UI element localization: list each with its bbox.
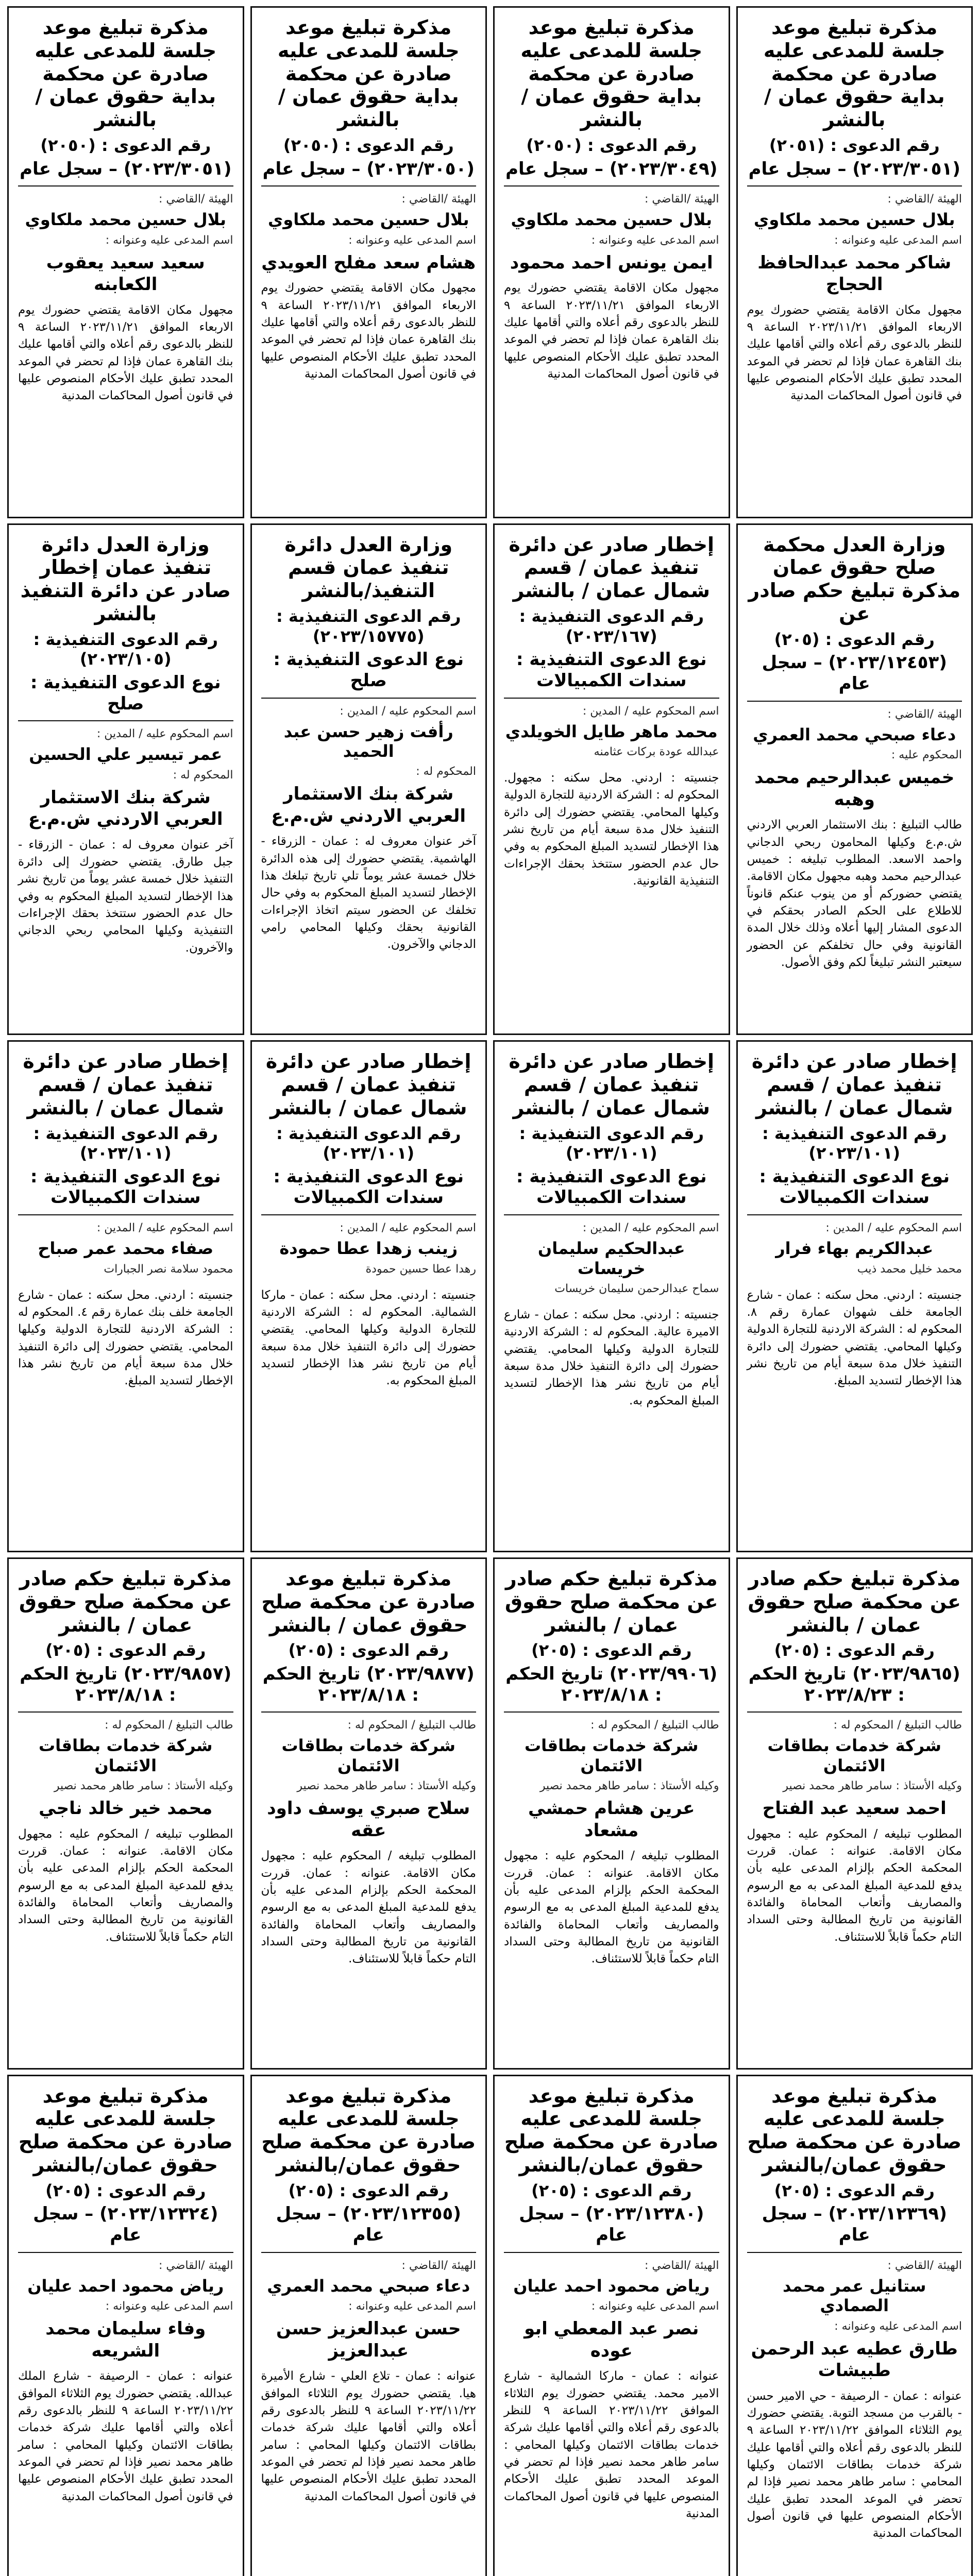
defendant-name: وفاء سليمان محمد الشريعه bbox=[45, 2318, 206, 2361]
defendant-label: اسم المدعى عليه وعنوانه : bbox=[348, 233, 476, 247]
case-number: نوع الدعوى التنفيذية : سندات الكمبيالات bbox=[30, 1166, 221, 1208]
divider bbox=[747, 1711, 962, 1713]
case-number-label: رقم الدعوى : (٢٠٥) bbox=[45, 2180, 206, 2200]
divider bbox=[261, 698, 477, 699]
divider bbox=[504, 698, 719, 699]
case-number: (٢٠٢٣/١٢٤٥٣) – سجل عام bbox=[762, 652, 947, 694]
judge-label: اسم المحكوم عليه / المدين : bbox=[340, 704, 476, 718]
divider bbox=[261, 1214, 477, 1215]
judge-label: اسم المحكوم عليه / المدين : bbox=[96, 1222, 233, 1235]
case-number-label: رقم الدعوى : (٢٠٥) bbox=[531, 1640, 692, 1660]
case-number-label: رقم الدعوى التنفيذية : (٢٠٢٣/١٠٥) bbox=[33, 629, 218, 669]
notice-title: وزارة العدل دائرة تنفيذ عمان قسم التنفيذ/بالنشر bbox=[284, 533, 453, 602]
judge-name: بلال حسين محمد ملكاوي bbox=[267, 210, 469, 230]
legal-notice bbox=[736, 2075, 973, 2576]
case-number: (٢٠٢٣/٣٠٤٩) – سجل عام bbox=[505, 158, 718, 179]
case-number: (٢٠٢٣/١٢٣٢٤) – سجل عام bbox=[33, 2204, 218, 2246]
defendant-name: احمد سعيد عبد الفتاح bbox=[762, 1798, 947, 1819]
judge-name: شركة خدمات بطاقات الائتمان bbox=[281, 1736, 456, 1775]
notice-body: مجهول مكان الاقامة يقتضي حضورك يوم الاربعاء الموافق ٢٠٢٣/١١/٢١ الساعة ٩ للنظر بالدعوى رقم أعلاه والتي أقامها عليك بنك القاهرة عمان فإذا لم تحضر في الموعد المحدد تطبق عليك الأحكام المنصوص عليها في قانون أصول المحاكمات المدنية bbox=[261, 281, 476, 381]
legal-notice bbox=[7, 1557, 244, 2070]
divider bbox=[504, 1711, 719, 1713]
case-number-label: رقم الدعوى : (٢٠٥) bbox=[288, 1640, 449, 1660]
judge-label: الهيئة /القاضي : bbox=[158, 2259, 233, 2272]
legal-notice bbox=[7, 1040, 244, 1552]
notice-body: عنوانه : عمان - الرصيفة - حي الامير حسن - بالقرب من مسجد التوبة. يقتضي حضورك يوم الثلاثاء الموافق ٢٠٢٣/١١/٢٢ الساعة ٩ للنظر بالدعوى رقم أعلاه والتي أقامها عليك شركة خدمات بطاقات الائتمان وكيلها المحامي : سامر طاهر محمد نصير فإذا لم تحضر في الموعد المحدد تطبق عليك الأحكام المنصوص عليها في قانون أصول المحاكمات المدنية bbox=[747, 2389, 962, 2540]
defendant-name: عرين هشام حمشي مشعاد bbox=[528, 1798, 695, 1841]
judge-label: اسم المحكوم عليه / المدين : bbox=[582, 1222, 719, 1235]
case-number: (٢٠٢٣/١٢٣٨٠) – سجل عام bbox=[519, 2204, 704, 2246]
judge-label: طالب التبليغ / المحكوم له : bbox=[590, 1719, 719, 1732]
case-number-label: رقم الدعوى التنفيذية : (٢٠٢٣/١٠١) bbox=[519, 1123, 704, 1163]
notice-title: إخطار صادر عن دائرة تنفيذ عمان / قسم شمال عمان / بالنشر bbox=[265, 1050, 471, 1119]
judge-name: بلال حسين محمد ملكاوي bbox=[511, 210, 712, 230]
case-number: (٢٠٢٣/٩٨٥٧) تاريخ الحكم : ٢٠٢٣/٨/١٨ bbox=[20, 1663, 232, 1705]
judge-name: رياض محمود احمد عليان bbox=[27, 2276, 224, 2296]
notice-title: مذكرة تبليغ موعد جلسة للمدعى عليه صادرة عن محكمة بداية حقوق عمان /بالنشر bbox=[520, 16, 703, 131]
judge-label: الهيئة /القاضي : bbox=[887, 2259, 962, 2272]
defendant-name: خميس عبدالرحيم محمد وهبه bbox=[754, 767, 955, 810]
defendant-label: المحكوم عليه : bbox=[891, 749, 962, 762]
notice-body: جنسيته : اردني. محل سكنه : عمان - ماركا الشمالية. المحكوم له : الشركة الاردنية للتجارة الدولية وكيلها المحامي. يقتضي حضورك إلى دائرة التنفيذ خلال مدة سبعة أيام من تاريخ نشر هذا الإخطار لتسديد المبلغ المحكوم به. bbox=[261, 1288, 476, 1388]
case-number: (٢٠٢٣/٣٠٥١) – سجل عام bbox=[748, 158, 960, 179]
judge-name: رأفت زهير حسن عبد الحميد bbox=[283, 721, 453, 761]
judge-name: بلال حسين محمد ملكاوي bbox=[25, 210, 226, 230]
notice-title: مذكرة تبليغ موعد صادرة عن محكمة صلح حقوق عمان / بالنشر bbox=[261, 1567, 476, 1636]
case-number-label: رقم الدعوى : (٢٠٥٠) bbox=[283, 135, 454, 156]
case-number: (٢٠٢٣/١٢٣٥٥) – سجل عام bbox=[276, 2204, 461, 2246]
defendant-name: طارق عطيه عبد الرحمن طبيشات bbox=[751, 2338, 958, 2381]
legal-notice bbox=[250, 523, 487, 1036]
judge-label: طالب التبليغ / المحكوم له : bbox=[347, 1719, 476, 1732]
defendant-name: شركة بنك الاستثمار العربي الاردني ش.م.ع bbox=[28, 787, 223, 830]
notice-body: جنسيته : اردني. محل سكنه : مجهول. المحكوم له : الشركة الاردنية للتجارة الدولية وكيلها المحامي. يقتضي حضورك إلى دائرة التنفيذ خلال مدة سبعة أيام من تاريخ نشر هذا الإخطار لتسديد المبلغ المحكوم به وفي حال عدم الحضور ستتخذ بحقك الإجراءات التنفيذية القانونية. bbox=[504, 771, 719, 888]
judge-label: الهيئة /القاضي : bbox=[887, 193, 962, 206]
legal-notice bbox=[736, 1040, 973, 1552]
judge-name: شركة خدمات بطاقات الائتمان bbox=[524, 1736, 699, 1775]
defendant-label: المحكوم له : bbox=[173, 768, 233, 782]
notice-body: مجهول مكان الاقامة يقتضي حضورك يوم الاربعاء الموافق ٢٠٢٣/١١/٢١ الساعة ٩ للنظر بالدعوى رقم أعلاه والتي أقامها عليك بنك القاهرة عمان فإذا لم تحضر في الموعد المحدد تطبق عليك الأحكام المنصوص عليها في قانون أصول المحاكمات المدنية bbox=[747, 303, 962, 403]
judge-label: الهيئة /القاضي : bbox=[887, 707, 962, 721]
notice-body: جنسيته : اردني. محل سكنه : عمان - شارع الجامعة خلف شهوان عمارة رقم ٨. المحكوم له : الشركة الاردنية للتجارة الدولية وكيلها المحامي. يقتضي حضورك إلى دائرة التنفيذ خلال مدة سبعة أيام من تاريخ نشر هذا الإخطار لتسديد المبلغ. bbox=[747, 1288, 962, 1388]
case-number-label: رقم الدعوى : (٢٠٥٠) bbox=[526, 135, 697, 156]
defendant-label: اسم المدعى عليه وعنوانه : bbox=[105, 2300, 233, 2313]
divider bbox=[504, 2252, 719, 2253]
judge-label: اسم المحكوم عليه / المدين : bbox=[340, 1222, 476, 1235]
notice-title: وزارة العدل دائرة تنفيذ عمان إخطار صادر عن دائرة التنفيذ بالنشر bbox=[20, 533, 231, 625]
case-number-label: رقم الدعوى التنفيذية : (٢٠٢٣/١٥٧٧٥) bbox=[276, 606, 461, 646]
case-number-label: رقم الدعوى : (٢٠٥١) bbox=[769, 135, 940, 156]
legal-notice bbox=[7, 523, 244, 1036]
judge-label: الهيئة /القاضي : bbox=[401, 193, 476, 206]
divider bbox=[18, 1711, 233, 1713]
legal-notice bbox=[250, 2075, 487, 2576]
legal-notice bbox=[493, 1557, 730, 2070]
judge-name: زينب زهدا عطا حمودة bbox=[279, 1239, 458, 1259]
case-number: نوع الدعوى التنفيذية : سندات الكمبيالات bbox=[516, 649, 707, 691]
judge-name: محمد ماهر طايل الخويلدي bbox=[505, 721, 718, 741]
case-number-label: رقم الدعوى التنفيذية : (٢٠٢٣/١٦٧) bbox=[519, 606, 704, 646]
legal-notice bbox=[250, 1557, 487, 2070]
notice-title: مذكرة تبليغ موعد جلسة للمدعى عليه صادرة عن محكمة بداية حقوق عمان /بالنشر bbox=[763, 16, 945, 131]
legal-notice bbox=[736, 523, 973, 1036]
case-number-label: رقم الدعوى : (٢٠٥) bbox=[531, 2180, 692, 2200]
defendant-name: محمد خير خالد ناجي bbox=[39, 1798, 213, 1819]
case-number: (٢٠٢٣/٣٠٥٠) – سجل عام bbox=[262, 158, 475, 179]
legal-notice bbox=[250, 1040, 487, 1552]
divider bbox=[261, 1711, 477, 1713]
judge-label: الهيئة /القاضي : bbox=[158, 193, 233, 206]
defendant-label: وكيله الأستاذ : سامر طاهر محمد نصير bbox=[783, 1780, 962, 1793]
divider bbox=[18, 185, 233, 187]
case-number: (٢٠٢٣/٩٩٠٦) تاريخ الحكم : ٢٠٢٣/٨/١٨ bbox=[505, 1663, 718, 1705]
judge-name: رياض محمود احمد عليان bbox=[513, 2276, 710, 2296]
defendant-label: رهدا عطا حسين حمودة bbox=[365, 1262, 476, 1276]
case-number-label: رقم الدعوى : (٢٠٥٠) bbox=[40, 135, 211, 156]
notice-body: عنوانه : عمان - ماركا الشمالية - شارع الامير محمد. يقتضي حضورك يوم الثلاثاء الموافق ٢٠٢٣/١١/٢٢ الساعة ٩ للنظر بالدعوى رقم أعلاه والتي أقامها عليك شركة خدمات بطاقات الائتمان وكيلها المحامي : سامر طاهر محمد نصير فإذا لم تحضر في الموعد المحدد تطبق عليك الأحكام المنصوص عليها في قانون أصول المحاكمات المدنية bbox=[504, 2369, 719, 2521]
case-number: نوع الدعوى التنفيذية : صلح bbox=[30, 672, 221, 714]
divider bbox=[18, 1214, 233, 1215]
judge-name: عبدالكريم بهاء فرار bbox=[775, 1239, 934, 1259]
judge-name: بلال حسين محمد ملكاوي bbox=[753, 210, 955, 230]
judge-label: الهيئة /القاضي : bbox=[401, 2259, 476, 2272]
notice-title: مذكرة تبليغ حكم صادر عن محكمة صلح حقوق عمان / بالنشر bbox=[19, 1567, 232, 1636]
case-number-label: رقم الدعوى : (٢٠٥) bbox=[774, 2180, 935, 2200]
case-number-label: رقم الدعوى التنفيذية : (٢٠٢٣/١٠١) bbox=[33, 1123, 218, 1163]
notice-title: إخطار صادر عن دائرة تنفيذ عمان / قسم شمال عمان / بالنشر bbox=[509, 1050, 715, 1119]
notice-body: آخر عنوان معروف له : عمان - الزرقاء - الهاشمية. يقتضي حضورك إلى هذه الدائرة خلال خمسة عشر يوماً تلي تاريخ تبلغك هذا الإخطار لتسديد المبلغ المحكوم به وفي حال تخلفك عن الحضور سيتم اتخاذ الإجراءات القانونية بحقك وكيلها المحامي رامي الدجاني والآخرون. bbox=[261, 835, 476, 952]
defendant-name: سعيد سعيد يعقوب الكعابنه bbox=[46, 252, 205, 295]
defendant-label: اسم المدعى عليه وعنوانه : bbox=[834, 2319, 962, 2333]
case-number-label: رقم الدعوى : (٢٠٥) bbox=[45, 1640, 206, 1660]
divider bbox=[504, 1214, 719, 1215]
judge-label: الهيئة /القاضي : bbox=[644, 2259, 719, 2272]
case-number: (٢٠٢٣/٩٨٦٥) تاريخ الحكم : ٢٠٢٣/٨/٢٣ bbox=[748, 1663, 960, 1705]
notice-body: مجهول مكان الاقامة يقتضي حضورك يوم الاربعاء الموافق ٢٠٢٣/١١/٢١ الساعة ٩ للنظر بالدعوى رقم أعلاه والتي أقامها عليك بنك القاهرة عمان فإذا لم تحضر في الموعد المحدد تطبق عليك الأحكام المنصوص عليها في قانون أصول المحاكمات المدنية bbox=[18, 303, 233, 403]
case-number-label: رقم الدعوى التنفيذية : (٢٠٢٣/١٠١) bbox=[276, 1123, 461, 1163]
defendant-label: وكيله الأستاذ : سامر طاهر محمد نصير bbox=[54, 1780, 233, 1793]
judge-name: عمر تيسير علي الحسين bbox=[29, 744, 223, 765]
notice-body: عنوانه : عمان - الرصيفة - شارع الملك عبدالله. يقتضي حضورك يوم الثلاثاء الموافق ٢٠٢٣/١١/٢٢ الساعة ٩ للنظر بالدعوى رقم أعلاه والتي أقامها عليك شركة خدمات بطاقات الائتمان وكيلها المحامي : سامر طاهر محمد نصير فإذا لم تحضر في الموعد المحدد تطبق عليك الأحكام المنصوص عليها في قانون أصول المحاكمات المدنية bbox=[18, 2369, 233, 2503]
notice-body: المطلوب تبليغه / المحكوم عليه : مجهول مكان الاقامة. عنوانه : عمان. قررت المحكمة الحكم بإلزام المدعى عليه بأن يدفع للمدعية المبلغ المدعى به مع الرسوم والمصاريف وأتعاب المحاماة والفائدة القانونية من تاريخ المطالبة وحتى السداد التام حكماً قابلاً للاستئناف. bbox=[261, 1849, 476, 1966]
case-number-label: رقم الدعوى : (٢٠٥) bbox=[774, 629, 935, 649]
defendant-label: محمود سلامة نصر الجبارات bbox=[104, 1262, 233, 1276]
defendant-name: حسن عبدالعزيز حسن عبدالعزيز bbox=[276, 2318, 461, 2361]
case-number-label: رقم الدعوى التنفيذية : (٢٠٢٣/١٠١) bbox=[762, 1123, 947, 1163]
defendant-name: شاكر محمد عبدالحافظ الحجاج bbox=[757, 252, 952, 295]
case-number: نوع الدعوى التنفيذية : سندات الكمبيالات bbox=[273, 1166, 464, 1208]
defendant-name: نصر عبد المعطي ابو عوده bbox=[524, 2318, 699, 2361]
defendant-label: اسم المدعى عليه وعنوانه : bbox=[348, 2300, 476, 2313]
case-number: نوع الدعوى التنفيذية : سندات الكمبيالات bbox=[516, 1166, 707, 1208]
divider bbox=[18, 2252, 233, 2253]
case-number-label: رقم الدعوى : (٢٠٥) bbox=[288, 2180, 449, 2200]
defendant-label: محمد خليل محمد ذيب bbox=[857, 1262, 962, 1276]
divider bbox=[747, 701, 962, 702]
notice-title: مذكرة تبليغ موعد جلسة للمدعى عليه صادرة عن محكمة بداية حقوق عمان /بالنشر bbox=[277, 16, 460, 131]
judge-name: شركة خدمات بطاقات الائتمان bbox=[38, 1736, 213, 1775]
notice-title: إخطار صادر عن دائرة تنفيذ عمان / قسم شمال عمان / بالنشر bbox=[751, 1050, 957, 1119]
case-number: نوع الدعوى التنفيذية : سندات الكمبيالات bbox=[759, 1166, 950, 1208]
notice-title: إخطار صادر عن دائرة تنفيذ عمان / قسم شمال عمان / بالنشر bbox=[509, 533, 715, 602]
defendant-label: اسم المدعى عليه وعنوانه : bbox=[591, 233, 719, 247]
notice-body: المطلوب تبليغه / المحكوم عليه : مجهول مكان الاقامة. عنوانه : عمان. قررت المحكمة الحكم بإلزام المدعى عليه بأن يدفع للمدعية المبلغ المدعى به مع الرسوم والمصاريف وأتعاب المحاماة والفائدة القانونية من تاريخ المطالبة وحتى السداد التام حكماً قابلاً للاستئناف. bbox=[747, 1827, 962, 1944]
judge-name: عبدالحكيم سليمان خريسات bbox=[537, 1239, 685, 1278]
defendant-label: اسم المدعى عليه وعنوانه : bbox=[105, 233, 233, 247]
case-number: (٢٠٢٣/٣٠٥١) – سجل عام bbox=[20, 158, 232, 179]
judge-label: اسم المحكوم عليه / المدين : bbox=[825, 1222, 962, 1235]
divider bbox=[747, 1214, 962, 1215]
defendant-name: سلاح صبري يوسف داود عقه bbox=[267, 1798, 470, 1841]
defendant-label: المحكوم له : bbox=[416, 765, 476, 778]
notice-title: مذكرة تبليغ حكم صادر عن محكمة صلح حقوق عمان / بالنشر bbox=[748, 1567, 961, 1636]
judge-name: ستانيل عمر محمد الصمادي bbox=[783, 2276, 926, 2316]
defendant-label: اسم المدعى عليه وعنوانه : bbox=[834, 233, 962, 247]
notice-body: مجهول مكان الاقامة يقتضي حضورك يوم الاربعاء الموافق ٢٠٢٣/١١/٢١ الساعة ٩ للنظر بالدعوى رقم أعلاه والتي أقامها عليك بنك القاهرة عمان فإذا لم تحضر في الموعد المحدد تطبق عليك الأحكام المنصوص عليها في قانون أصول المحاكمات المدنية bbox=[504, 281, 719, 381]
defendant-label: سماح عبدالرحمن سليمان خريسات bbox=[554, 1282, 719, 1295]
judge-label: طالب التبليغ / المحكوم له : bbox=[833, 1719, 962, 1732]
legal-notice bbox=[493, 2075, 730, 2576]
notices-grid bbox=[7, 6, 973, 2576]
judge-name: شركة خدمات بطاقات الائتمان bbox=[767, 1736, 942, 1775]
notice-title: مذكرة تبليغ موعد جلسة للمدعى عليه صادرة عن محكمة صلح حقوق عمان/بالنشر bbox=[504, 2084, 719, 2177]
notice-body: طالب التبليغ : بنك الاستثمار العربي الاردني ش.م.ع وكيلها المحامون ربحي الدجاني واحمد الاسعد. المطلوب تبليغه : خميس عبدالرحيم محمد وهبه مجهول مكان الاقامة. يقتضي حضوركم أو من ينوب عنكم قانوناً للاطلاع على الحكم الصادر بحقكم في الدعوى المشار إليها أعلاه وذلك خلال المدة القانونية وفي حال تخلفكم عن الحضور سيعتبر النشر تبليغاً لكم وفق الأصول. bbox=[747, 818, 962, 970]
judge-name: صفاء محمد عمر صباح bbox=[38, 1239, 214, 1259]
defendant-name: هشام سعد مفلح العويدي bbox=[261, 252, 476, 273]
notice-title: مذكرة تبليغ موعد جلسة للمدعى عليه صادرة عن محكمة بداية حقوق عمان /بالنشر bbox=[35, 16, 217, 131]
notice-title: مذكرة تبليغ موعد جلسة للمدعى عليه صادرة عن محكمة صلح حقوق عمان/بالنشر bbox=[261, 2084, 476, 2177]
legal-notice bbox=[7, 6, 244, 518]
divider bbox=[18, 720, 233, 721]
legal-notice bbox=[250, 6, 487, 518]
defendant-name: ايمن يونس احمد محمود bbox=[510, 252, 713, 273]
case-number: (٢٠٢٣/٩٨٧٧) تاريخ الحكم : ٢٠٢٣/٨/١٨ bbox=[262, 1663, 475, 1705]
divider bbox=[504, 185, 719, 187]
judge-name: دعاء صبحي محمد العمري bbox=[753, 724, 956, 744]
case-number-label: رقم الدعوى : (٢٠٥) bbox=[774, 1640, 935, 1660]
notice-title: إخطار صادر عن دائرة تنفيذ عمان / قسم شمال عمان / بالنشر bbox=[23, 1050, 229, 1119]
notice-title: مذكرة تبليغ موعد جلسة للمدعى عليه صادرة عن محكمة صلح حقوق عمان/بالنشر bbox=[747, 2084, 962, 2177]
legal-notice bbox=[493, 6, 730, 518]
defendant-label: وكيله الأستاذ : سامر طاهر محمد نصير bbox=[539, 1780, 719, 1793]
case-number: (٢٠٢٣/١٢٣٦٩) – سجل عام bbox=[762, 2204, 947, 2246]
judge-label: اسم المحكوم عليه / المدين : bbox=[582, 704, 719, 718]
notice-title: مذكرة تبليغ موعد جلسة للمدعى عليه صادرة عن محكمة صلح حقوق عمان/بالنشر bbox=[18, 2084, 233, 2177]
notice-body: المطلوب تبليغه / المحكوم عليه : مجهول مكان الاقامة. عنوانه : عمان. قررت المحكمة الحكم بإلزام المدعى عليه بأن يدفع للمدعية المبلغ المدعى به مع الرسوم والمصاريف وأتعاب المحاماة والفائدة القانونية من تاريخ المطالبة وحتى السداد التام حكماً قابلاً للاستئناف. bbox=[504, 1849, 719, 1966]
notice-body: جنسيته : اردني. محل سكنه : عمان - شارع الجامعة خلف بنك عمارة رقم ٤. المحكوم له : الشركة الاردنية للتجارة الدولية وكيلها المحامي. يقتضي حضورك إلى دائرة التنفيذ خلال مدة سبعة أيام من تاريخ نشر هذا الإخطار لتسديد المبلغ. bbox=[18, 1288, 233, 1388]
divider bbox=[261, 185, 477, 187]
legal-notice bbox=[7, 2075, 244, 2576]
notice-body: آخر عنوان معروف له : عمان - الزرقاء - جبل طارق. يقتضي حضورك إلى دائرة التنفيذ خلال خمسة عشر يوماً من تاريخ نشر هذا الإخطار لتسديد المبلغ المحكوم به وفي حال عدم الحضور ستتخذ بحقك الإجراءات التنفيذية وكيلها المحامي ربحي الدجاني والآخرون. bbox=[18, 838, 233, 955]
defendant-label: اسم المدعى عليه وعنوانه : bbox=[591, 2300, 719, 2313]
notice-body: عنوانه : عمان - تلاع العلي - شارع الأميرة هيا. يقتضي حضورك يوم الثلاثاء الموافق ٢٠٢٣/١١/٢٢ الساعة ٩ للنظر بالدعوى رقم أعلاه والتي أقامها عليك شركة خدمات بطاقات الائتمان وكيلها المحامي : سامر طاهر محمد نصير فإذا لم تحضر في الموعد المحدد تطبق عليك الأحكام المنصوص عليها في قانون أصول المحاكمات المدنية bbox=[261, 2369, 476, 2503]
judge-label: الهيئة /القاضي : bbox=[644, 193, 719, 206]
defendant-name: شركة بنك الاستثمار العربي الاردني ش.م.ع bbox=[271, 784, 466, 826]
judge-name: دعاء صبحي محمد العمري bbox=[267, 2276, 470, 2296]
judge-label: طالب التبليغ / المحكوم له : bbox=[105, 1719, 233, 1732]
notice-body: جنسيته : اردني. محل سكنه : عمان - شارع الاميرة عالية. المحكوم له : الشركة الاردنية للتجارة الدولية وكيلها المحامي. يقتضي حضورك إلى دائرة التنفيذ خلال مدة سبعة أيام من تاريخ نشر هذا الإخطار لتسديد المبلغ المحكوم به. bbox=[504, 1308, 719, 1408]
judge-label: اسم المحكوم عليه / المدين : bbox=[96, 727, 233, 741]
case-number: نوع الدعوى التنفيذية : صلح bbox=[273, 649, 464, 691]
divider bbox=[747, 2252, 962, 2253]
divider bbox=[261, 2252, 477, 2253]
defendant-label: عبدالله عودة بركات عثامنه bbox=[594, 745, 719, 758]
legal-notice bbox=[736, 6, 973, 518]
notice-title: وزارة العدل محكمة صلح حقوق عمان مذكرة تبليغ حكم صادر عن bbox=[748, 533, 961, 625]
notice-body: المطلوب تبليغه / المحكوم عليه : مجهول مكان الاقامة. عنوانه : عمان. قررت المحكمة الحكم بإلزام المدعى عليه بأن يدفع للمدعية المبلغ المدعى به مع الرسوم والمصاريف وأتعاب المحاماة والفائدة القانونية من تاريخ المطالبة وحتى السداد التام حكماً قابلاً للاستئناف. bbox=[18, 1827, 233, 1944]
defendant-label: وكيله الأستاذ : سامر طاهر محمد نصير bbox=[297, 1780, 476, 1793]
legal-notice bbox=[493, 523, 730, 1036]
legal-notice bbox=[736, 1557, 973, 2070]
legal-notice bbox=[493, 1040, 730, 1552]
notice-title: مذكرة تبليغ حكم صادر عن محكمة صلح حقوق عمان / بالنشر bbox=[504, 1567, 718, 1636]
divider bbox=[747, 185, 962, 187]
